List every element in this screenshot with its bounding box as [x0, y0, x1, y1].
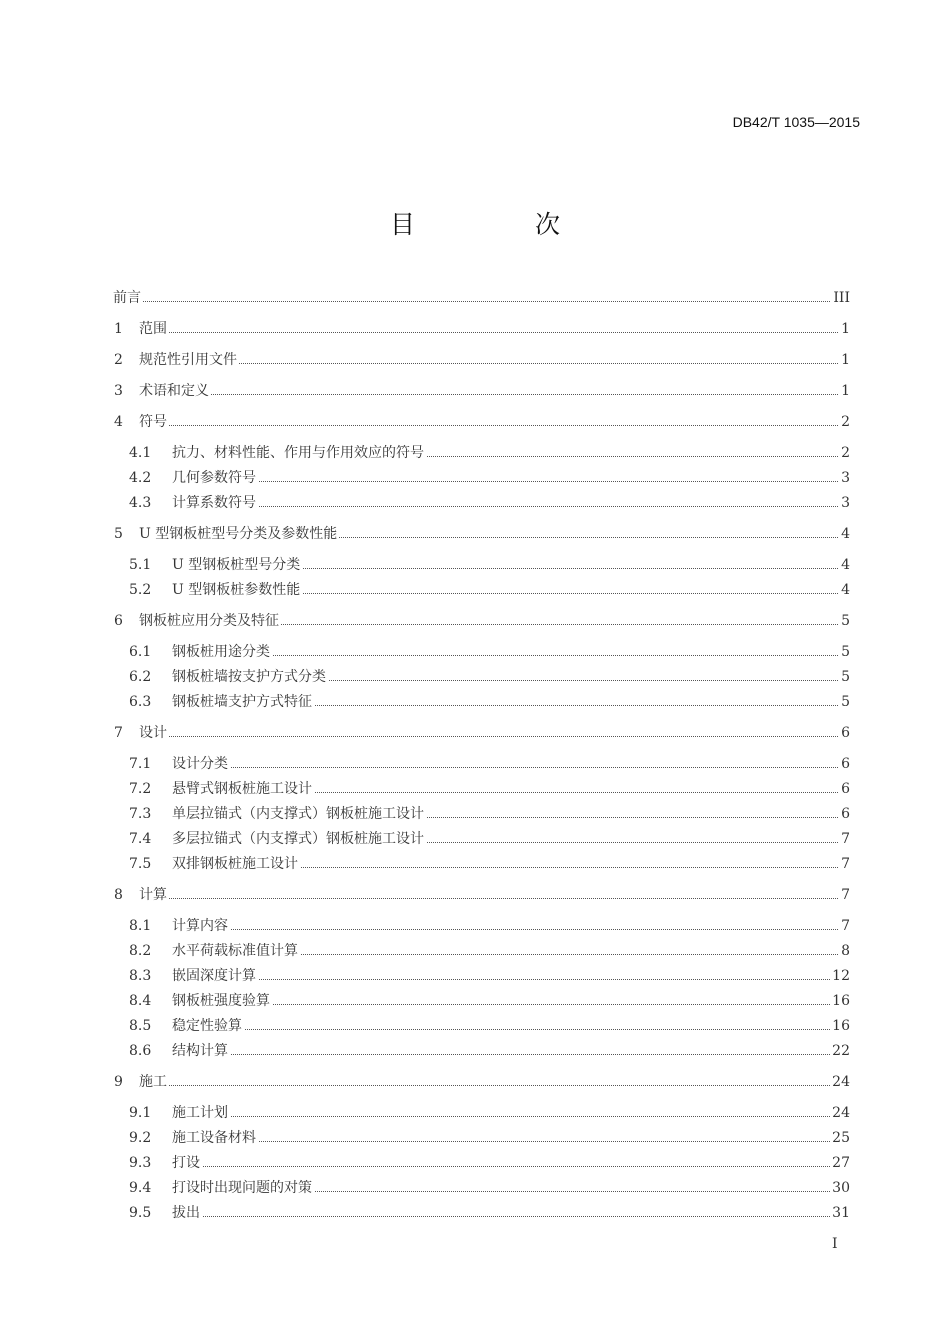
- toc-dot-leader: [139, 394, 846, 395]
- toc-entry[interactable]: [0, 666, 950, 688]
- toc-entry-title: 嵌固深度计算: [172, 965, 258, 987]
- toc-entry-number: 5.1: [129, 557, 152, 573]
- toc-entry-title: 规范性引用文件: [139, 349, 239, 371]
- toc-dot-leader: [172, 655, 846, 656]
- toc-entry-title: 范围: [139, 318, 169, 340]
- toc-entry-title: U 型钢板桩参数性能: [172, 579, 302, 601]
- toc-dot-leader: [172, 506, 846, 507]
- toc-dot-leader: [139, 736, 846, 737]
- toc-entry-title: 几何参数符号: [172, 467, 258, 489]
- toc-entry[interactable]: [0, 610, 950, 632]
- toc-entry-number: 7: [114, 725, 123, 741]
- toc-dot-leader: [172, 1141, 846, 1142]
- toc-dot-leader: [172, 1166, 846, 1167]
- toc-entry-title: 抗力、材料性能、作用与作用效应的符号: [172, 442, 426, 464]
- toc-entry-number: 4.1: [129, 445, 152, 461]
- toc-entry[interactable]: [0, 965, 950, 987]
- toc-entry-number: 6.3: [129, 694, 152, 710]
- toc-entry-number: 2: [114, 352, 123, 368]
- toc-entry[interactable]: [0, 1202, 950, 1224]
- toc-entry-page: 8: [839, 940, 850, 962]
- document-code: DB42/T 1035—2015: [732, 114, 860, 130]
- toc-entry[interactable]: [0, 1071, 950, 1093]
- toc-entry-title: 计算: [139, 884, 169, 906]
- toc-entry-title: U 型钢板桩型号分类: [172, 554, 302, 576]
- toc-entry-page: 25: [830, 1127, 850, 1149]
- toc-dot-leader: [113, 301, 846, 302]
- footer-page-number: I: [832, 1236, 838, 1252]
- toc-entry-title: 钢板桩强度验算: [172, 990, 272, 1012]
- toc-dot-leader: [139, 332, 846, 333]
- toc-entry[interactable]: [0, 287, 950, 309]
- toc-dot-leader: [139, 1085, 846, 1086]
- toc-entry-number: 7.4: [129, 831, 152, 847]
- toc-entry[interactable]: [0, 349, 950, 371]
- toc-entry[interactable]: [0, 1177, 950, 1199]
- toc-entry[interactable]: [0, 579, 950, 601]
- toc-entry-number: 9: [114, 1074, 123, 1090]
- toc-entry[interactable]: [0, 853, 950, 875]
- toc-entry-number: 5.2: [129, 582, 152, 598]
- toc-entry-page: 4: [839, 554, 850, 576]
- toc-entry-page: 7: [839, 915, 850, 937]
- toc-entry-page: 5: [839, 641, 850, 663]
- toc-entry[interactable]: [0, 753, 950, 775]
- toc-entry-number: 3: [114, 383, 123, 399]
- toc-entry[interactable]: [0, 915, 950, 937]
- toc-entry[interactable]: [0, 442, 950, 464]
- toc-entry-title: 施工计划: [172, 1102, 230, 1124]
- toc-entry-title: 设计: [139, 722, 169, 744]
- toc-entry-number: 8.2: [129, 943, 152, 959]
- toc-entry-title: 前言: [113, 287, 143, 309]
- toc-entry-page: 12: [830, 965, 850, 987]
- toc-entry-page: 1: [839, 349, 850, 371]
- toc-entry-title: 施工设备材料: [172, 1127, 258, 1149]
- toc-entry[interactable]: [0, 1040, 950, 1062]
- toc-entry-page: 5: [839, 691, 850, 713]
- toc-entry-number: 5: [114, 526, 123, 542]
- toc-entry-number: 8.3: [129, 968, 152, 984]
- toc-entry-page: 30: [830, 1177, 850, 1199]
- toc-entry[interactable]: [0, 778, 950, 800]
- toc-entry-title: 稳定性验算: [172, 1015, 244, 1037]
- toc-entry-page: III: [831, 287, 850, 309]
- toc-entry-page: 4: [839, 523, 850, 545]
- toc-entry-page: 27: [830, 1152, 850, 1174]
- toc-entry-number: 9.3: [129, 1155, 152, 1171]
- toc-entry[interactable]: [0, 803, 950, 825]
- toc-entry-title: 结构计算: [172, 1040, 230, 1062]
- toc-entry-page: 6: [839, 778, 850, 800]
- toc-entry-number: 7.1: [129, 756, 152, 772]
- toc-entry-title: 打设时出现问题的对策: [172, 1177, 314, 1199]
- toc-entry[interactable]: [0, 380, 950, 402]
- toc-entry-page: 16: [830, 1015, 850, 1037]
- toc-dot-leader: [139, 898, 846, 899]
- toc-entry-title: 多层拉锚式（内支撑式）钢板桩施工设计: [172, 828, 426, 850]
- toc-entry[interactable]: [0, 523, 950, 545]
- toc-entry-page: 7: [839, 884, 850, 906]
- toc-entry-page: 6: [839, 722, 850, 744]
- toc-entry-number: 8.6: [129, 1043, 152, 1059]
- toc-entry-number: 4: [114, 414, 123, 430]
- toc-entry-title: U 型钢板桩型号分类及参数性能: [139, 523, 339, 545]
- toc-entry[interactable]: [0, 641, 950, 663]
- toc-entry-title: 双排钢板桩施工设计: [172, 853, 300, 875]
- toc-entry-number: 9.1: [129, 1105, 152, 1121]
- toc-entry-number: 8.1: [129, 918, 152, 934]
- toc-entry-number: 9.2: [129, 1130, 152, 1146]
- toc-entry-title: 计算内容: [172, 915, 230, 937]
- toc-entry-number: 1: [114, 321, 123, 337]
- toc-entry-number: 6: [114, 613, 123, 629]
- toc-entry-page: 1: [839, 318, 850, 340]
- toc-entry[interactable]: [0, 691, 950, 713]
- toc-entry-page: 5: [839, 610, 850, 632]
- toc-entry-page: 5: [839, 666, 850, 688]
- toc-entry-page: 6: [839, 753, 850, 775]
- toc-entry-page: 3: [839, 467, 850, 489]
- toc-entry-number: 7.2: [129, 781, 152, 797]
- toc-entry[interactable]: [0, 1102, 950, 1124]
- toc-dot-leader: [172, 1116, 846, 1117]
- toc-entry[interactable]: [0, 884, 950, 906]
- toc-entry[interactable]: [0, 318, 950, 340]
- toc-entry[interactable]: [0, 1015, 950, 1037]
- toc-entry-page: 3: [839, 492, 850, 514]
- toc-entry[interactable]: [0, 554, 950, 576]
- toc-dot-leader: [172, 1054, 846, 1055]
- toc-entry-number: 8: [114, 887, 123, 903]
- toc-entry-title: 悬臂式钢板桩施工设计: [172, 778, 314, 800]
- toc-dot-leader: [172, 1029, 846, 1030]
- toc-title: 目 次: [390, 210, 616, 239]
- toc-entry-title: 钢板桩用途分类: [172, 641, 272, 663]
- toc-dot-leader: [172, 767, 846, 768]
- toc-entry-number: 9.5: [129, 1205, 152, 1221]
- toc-entry-page: 16: [830, 990, 850, 1012]
- toc-dot-leader: [172, 929, 846, 930]
- toc-entry-title: 术语和定义: [139, 380, 211, 402]
- toc-entry-page: 7: [839, 828, 850, 850]
- toc-entry-title: 单层拉锚式（内支撑式）钢板桩施工设计: [172, 803, 426, 825]
- toc-entry-number: 6.1: [129, 644, 152, 660]
- toc-entry-page: 24: [830, 1102, 850, 1124]
- toc-dot-leader: [172, 1216, 846, 1217]
- toc-entry-page: 7: [839, 853, 850, 875]
- toc-dot-leader: [139, 363, 846, 364]
- toc-entry[interactable]: [0, 722, 950, 744]
- toc-dot-leader: [172, 481, 846, 482]
- toc-entry-title: 符号: [139, 411, 169, 433]
- toc-entry[interactable]: [0, 467, 950, 489]
- toc-dot-leader: [172, 979, 846, 980]
- toc-entry[interactable]: [0, 411, 950, 433]
- toc-entry-number: 8.4: [129, 993, 152, 1009]
- toc-entry-page: 4: [839, 579, 850, 601]
- toc-dot-leader: [172, 1004, 846, 1005]
- toc-entry[interactable]: [0, 492, 950, 514]
- toc-entry[interactable]: [0, 940, 950, 962]
- toc-entry-page: 2: [839, 411, 850, 433]
- toc-entry-number: 6.2: [129, 669, 152, 685]
- toc-entry-page: 22: [830, 1040, 850, 1062]
- toc-entry-page: 1: [839, 380, 850, 402]
- toc-entry-title: 拔出: [172, 1202, 202, 1224]
- toc-entry-page: 6: [839, 803, 850, 825]
- toc-entry-title: 计算系数符号: [172, 492, 258, 514]
- toc-entry-title: 水平荷载标准值计算: [172, 940, 300, 962]
- toc-entry-number: 9.4: [129, 1180, 152, 1196]
- toc-entry-page: 2: [839, 442, 850, 464]
- toc-entry-number: 8.5: [129, 1018, 152, 1034]
- toc-entry-title: 设计分类: [172, 753, 230, 775]
- toc-entry[interactable]: [0, 828, 950, 850]
- toc-entry-number: 4.3: [129, 495, 152, 511]
- toc-entry[interactable]: [0, 1152, 950, 1174]
- toc-entry-page: 24: [830, 1071, 850, 1093]
- toc-entry-number: 4.2: [129, 470, 152, 486]
- toc-entry[interactable]: [0, 990, 950, 1012]
- toc-entry-title: 钢板桩墙支护方式特征: [172, 691, 314, 713]
- toc-entry-title: 钢板桩墙按支护方式分类: [172, 666, 328, 688]
- toc-dot-leader: [139, 425, 846, 426]
- toc-entry-title: 钢板桩应用分类及特征: [139, 610, 281, 632]
- toc-entry-title: 施工: [139, 1071, 169, 1093]
- toc-entry-number: 7.5: [129, 856, 152, 872]
- toc-entry-number: 7.3: [129, 806, 152, 822]
- toc-entry-page: 31: [830, 1202, 850, 1224]
- toc-entry[interactable]: [0, 1127, 950, 1149]
- toc-entry-title: 打设: [172, 1152, 202, 1174]
